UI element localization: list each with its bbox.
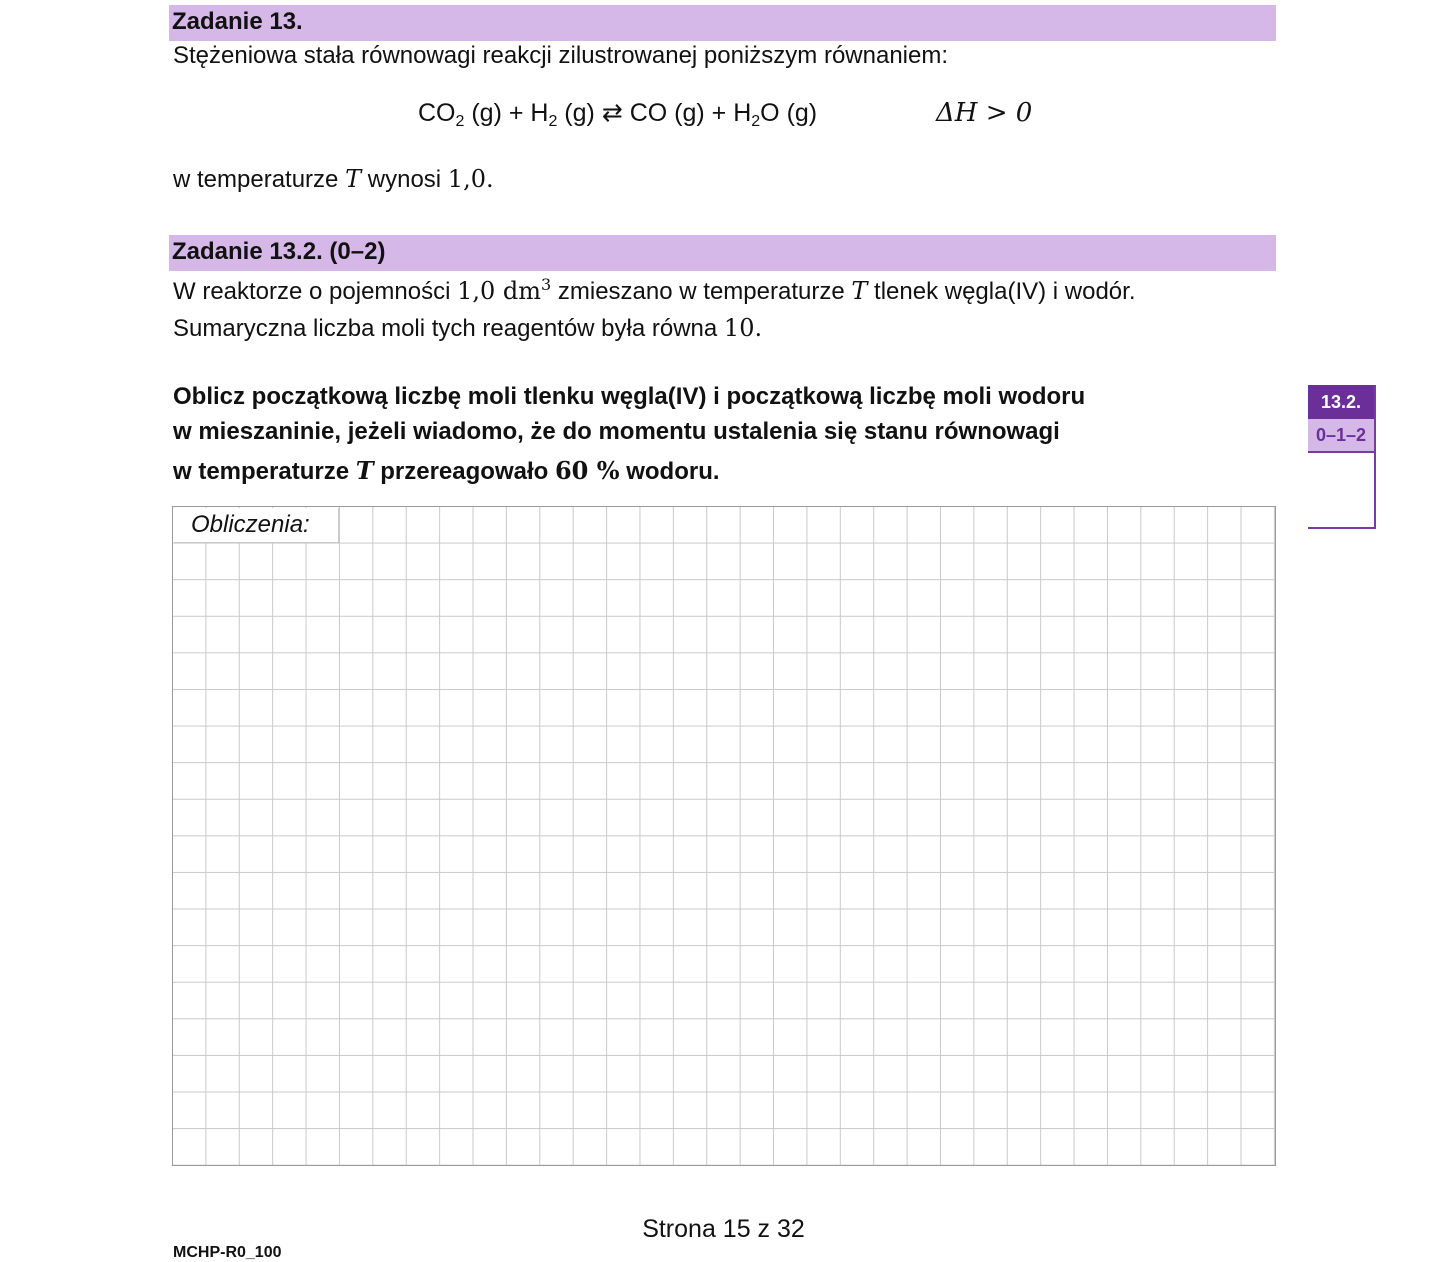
question-line-3: w temperaturze T przereagowało 60 % wodoru.: [173, 456, 720, 485]
subtask-heading: Zadanie 13.2. (0–2): [169, 235, 1276, 271]
score-box: [1308, 385, 1376, 529]
score-points: 0–1–2: [1308, 419, 1374, 453]
temperature-line: w temperaturze T wynosi 1,0.: [173, 165, 494, 193]
exam-code: MCHP-R0_100: [173, 1244, 282, 1261]
calculation-label: Obliczenia:: [174, 508, 339, 543]
task-heading: Zadanie 13.: [169, 5, 1276, 41]
page-number: Strona 15 z 32: [642, 1215, 805, 1243]
equilibrium-arrow-icon: ⇄: [601, 99, 623, 127]
subtask-paragraph-line-2: Sumaryczna liczba moli tych reagentów była równa 10.: [173, 314, 763, 342]
intro-line: Stężeniowa stała równowagi reakcji zilustrowanej poniższym równaniem:: [173, 42, 949, 69]
question-line-1: Oblicz początkową liczbę moli tlenku węgla(IV) i początkową liczbę moli wodoru: [173, 383, 1086, 410]
calculation-grid[interactable]: [172, 506, 1276, 1166]
chemical-equation: $CO_2$ $(g) + H_2$ (g) ⇄ CO $(g) + H_2O$ (g): [418, 99, 818, 130]
enthalpy-condition: ΔH > 0: [936, 98, 1033, 128]
score-task-number: 13.2.: [1308, 385, 1374, 419]
subtask-paragraph-line-1: W reaktorze o pojemności 1,0 $dm^3$ zmieszano w temperaturze T tlenek węgla(IV) i wodór.: [173, 275, 1136, 305]
question-line-2: w mieszaninie, jeżeli wiadomo, że do momentu ustalenia się stanu równowagi: [173, 418, 1060, 445]
